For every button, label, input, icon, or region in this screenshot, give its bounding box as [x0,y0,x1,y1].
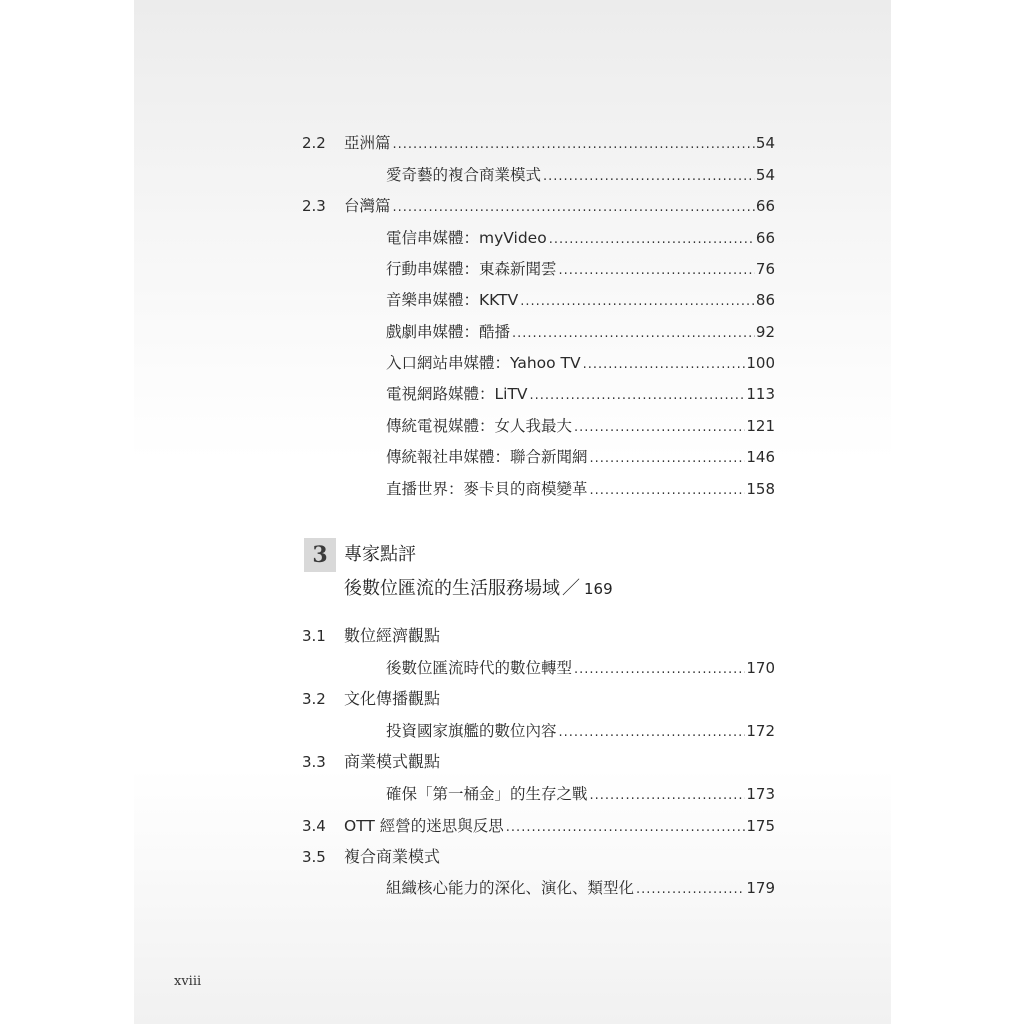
toc-title: 行動串媒體：東森新聞雲 [386,260,557,278]
toc-entry[interactable] [386,322,775,344]
dot-leader [393,198,755,218]
dot-leader [574,660,745,680]
toc-title: 投資國家旗艦的數位內容 [386,722,557,740]
dot-leader [559,261,755,281]
toc-entry[interactable] [386,165,775,187]
toc-page-number: 54 [755,134,775,152]
toc-entry[interactable] [386,479,775,501]
section-title: OTT 經營的迷思與反思 [344,817,504,835]
toc-number: 2.3 [302,197,326,215]
section-title: 文化傳播觀點 [344,689,441,708]
section-heading-3-1[interactable] [302,626,441,646]
toc-title: 電信串媒體：myVideo [386,229,547,247]
toc-title: 確保「第一桶金」的生存之戰 [386,785,588,803]
toc-page-number: 175 [746,817,775,835]
toc-title: 電視網路媒體：LiTV [386,385,528,403]
toc-title: 戲劇串媒體：酷播 [386,323,511,341]
section-number: 3.4 [302,817,326,835]
toc-title: 傳統報社串媒體：聯合新聞網 [386,448,588,466]
toc-entry[interactable] [386,228,775,250]
chapter-number-badge: 3 [304,538,336,572]
dot-leader [512,324,755,344]
toc-entry[interactable] [386,721,775,743]
page-folio: xviii [174,974,202,989]
toc-page-number: 179 [746,879,775,897]
toc-page-number: 66 [755,229,775,247]
toc-entry[interactable] [386,878,775,900]
toc-entry[interactable] [386,353,775,375]
toc-entry[interactable] [386,447,775,469]
dot-leader [506,818,746,838]
toc-title: 後數位匯流時代的數位轉型 [386,659,573,677]
toc-entry[interactable] [386,784,775,806]
section-heading-3-2[interactable] [302,689,441,709]
toc-entry-2-3[interactable] [302,196,775,218]
toc-entry[interactable] [386,658,775,680]
dot-leader [530,386,746,406]
chapter-separator: ／ [562,578,580,599]
section-number: 3.1 [302,627,326,645]
toc-page-number: 158 [746,480,775,498]
section-number: 3.5 [302,848,326,866]
book-page [134,0,891,1024]
dot-leader [549,230,755,250]
toc-page-number: 172 [746,722,775,740]
toc-page-number: 66 [755,197,775,215]
toc-number: 2.2 [302,134,326,152]
chapter-page-number: 169 [584,580,613,598]
toc-page-number: 86 [755,291,775,309]
dot-leader [590,449,746,469]
chapter-subtitle-text: 後數位匯流的生活服務場域 [344,578,560,599]
toc-page-number: 76 [755,260,775,278]
toc-title: 組織核心能力的深化、演化、類型化 [386,879,635,897]
toc-entry[interactable] [386,384,775,406]
toc-title: 台灣篇 [344,197,391,215]
section-title: 數位經濟觀點 [344,626,441,645]
section-number: 3.3 [302,753,326,771]
chapter-subtitle[interactable] [344,576,613,602]
dot-leader [559,723,746,743]
dot-leader [543,167,755,187]
toc-page-number: 113 [746,385,775,403]
dot-leader [583,355,746,375]
toc-title: 直播世界：麥卡貝的商模變革 [386,480,588,498]
section-number: 3.2 [302,690,326,708]
toc-entry[interactable] [386,416,775,438]
toc-title: 愛奇藝的複合商業模式 [386,166,542,184]
toc-title: 音樂串媒體：KKTV [386,291,519,309]
toc-title: 入口網站串媒體：Yahoo TV [386,354,581,372]
toc-entry-3-4[interactable] [302,816,775,838]
toc-page-number: 173 [746,785,775,803]
toc-page-number: 146 [746,448,775,466]
dot-leader [590,786,746,806]
toc-entry[interactable] [386,290,775,312]
toc-page-number: 54 [755,166,775,184]
chapter-title[interactable]: 專家點評 [344,544,416,565]
dot-leader [636,880,745,900]
section-title: 商業模式觀點 [344,752,441,771]
dot-leader [590,481,746,501]
section-heading-3-3[interactable] [302,752,441,772]
toc-page-number: 170 [746,659,775,677]
dot-leader [393,135,755,155]
toc-page-number: 92 [755,323,775,341]
toc-page-number: 100 [746,354,775,372]
toc-title: 傳統電視媒體：女人我最大 [386,417,573,435]
toc-entry-2-2[interactable] [302,133,775,155]
toc-entry[interactable] [386,259,775,281]
toc-title: 亞洲篇 [344,134,391,152]
section-heading-3-5[interactable] [302,847,441,867]
dot-leader [520,292,755,312]
dot-leader [574,418,745,438]
section-title: 複合商業模式 [344,847,441,866]
toc-page-number: 121 [746,417,775,435]
